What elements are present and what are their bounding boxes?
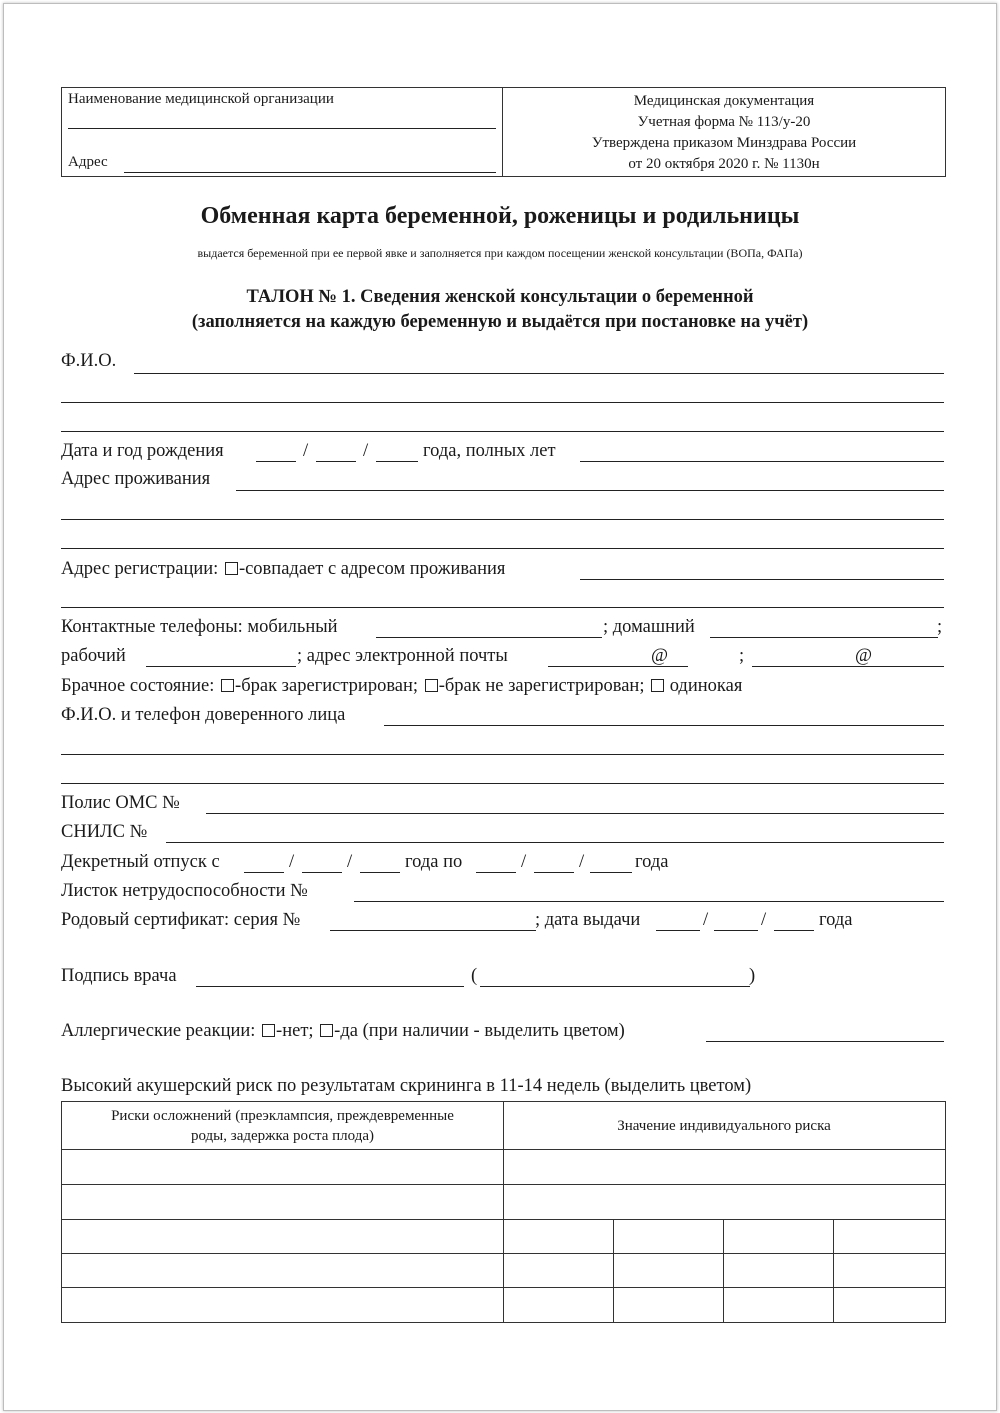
single-checkbox[interactable] <box>651 679 664 692</box>
org-name-label: Наименование медицинской организации <box>68 91 334 107</box>
table-subdivider-1 <box>613 1219 614 1322</box>
org-name-line[interactable] <box>68 128 496 129</box>
snils-row <box>61 822 945 843</box>
trusted-line[interactable] <box>384 725 944 726</box>
mobile-field[interactable] <box>376 637 602 638</box>
allergy-field[interactable] <box>706 1041 944 1042</box>
leave-year-end: года <box>635 852 669 872</box>
risk-column-header <box>62 1106 503 1146</box>
registration-line[interactable] <box>580 579 944 580</box>
page-subtitle: выдается беременной при ее первой явке и заполняется при каждом посещении женской консультации (ВОПа, ФАПа) <box>197 246 803 260</box>
cert-month-field[interactable] <box>714 930 758 931</box>
not-married-label: -брак не зарегистрирован; <box>438 676 645 696</box>
sick-label: Листок нетрудоспособности № <box>61 881 308 901</box>
signature-paren-open: ( <box>471 966 478 986</box>
risk-table <box>61 1101 946 1323</box>
table-row-border-2 <box>62 1219 945 1220</box>
table-subdivider-2 <box>723 1219 724 1322</box>
snils-label: СНИЛС № <box>61 822 148 842</box>
residence-label: Адрес проживания <box>61 469 211 489</box>
residence-row <box>61 469 945 490</box>
leave-slash-1: / <box>289 852 295 872</box>
high-risk-label: Высокий акушерский риск по результатам скрининга в 11-14 недель (выделить цветом) <box>61 1076 752 1096</box>
header-right-cell <box>503 88 945 179</box>
snils-field[interactable] <box>166 842 944 843</box>
email-label: ; адрес электронной почты <box>297 646 508 666</box>
residence-line-3[interactable] <box>61 548 944 549</box>
birth-day-field[interactable] <box>256 461 296 462</box>
fio-line[interactable] <box>134 373 944 374</box>
cert-year-label: года <box>819 910 853 930</box>
email-field-2[interactable] <box>752 666 944 667</box>
risk-header-line-2: роды, задержка роста плода) <box>190 1128 375 1144</box>
issue-date-label: ; дата выдачи <box>535 910 641 930</box>
allergy-yes-label: -да (при наличии - выделить цветом) <box>334 1021 625 1041</box>
page-title: Обменная карта беременной, роженицы и родильницы <box>200 203 800 229</box>
email-separator: ; <box>739 646 745 666</box>
leave-year-to: года по <box>405 852 463 872</box>
header-box <box>61 87 946 177</box>
doc-type: Медицинская документация <box>633 93 815 109</box>
oms-field[interactable] <box>206 813 944 814</box>
allergy-no-checkbox[interactable] <box>262 1024 275 1037</box>
org-address-line[interactable] <box>124 172 496 173</box>
signature-name-field[interactable] <box>480 986 750 987</box>
registration-match-label: -совпадает с адресом проживания <box>238 559 506 579</box>
signature-label: Подпись врача <box>61 966 177 986</box>
years-full-label: года, полных лет <box>423 441 556 461</box>
table-row-border-3 <box>62 1253 945 1254</box>
cert-label: Родовый сертификат: серия № <box>61 910 301 930</box>
registration-label: Адрес регистрации: <box>61 559 219 579</box>
trusted-line-2[interactable] <box>61 754 944 755</box>
form-number: Учетная форма № 113/у-20 <box>637 114 811 130</box>
email-at-1: @ <box>651 646 669 666</box>
home-label: ; домашний <box>603 617 695 637</box>
allergy-no-label: -нет; <box>276 1021 314 1041</box>
marital-label: Брачное состояние: <box>61 676 215 696</box>
allergy-label: Аллергические реакции: <box>61 1021 256 1041</box>
fio-row <box>61 351 945 372</box>
trusted-label: Ф.И.О. и телефон доверенного лица <box>61 705 346 725</box>
registration-line-2[interactable] <box>61 607 944 608</box>
high-risk-row <box>61 1076 945 1097</box>
leave-from-month[interactable] <box>302 872 342 873</box>
married-checkbox[interactable] <box>221 679 234 692</box>
residence-line-2[interactable] <box>61 519 944 520</box>
cert-day-field[interactable] <box>656 930 700 931</box>
leave-to-year[interactable] <box>590 872 632 873</box>
home-field[interactable] <box>710 637 938 638</box>
birth-year-field[interactable] <box>376 461 418 462</box>
age-field[interactable] <box>580 461 944 462</box>
cert-year-field[interactable] <box>774 930 814 931</box>
header-left-cell <box>62 88 503 176</box>
fio-label: Ф.И.О. <box>61 351 117 371</box>
oms-label: Полис ОМС № <box>61 793 180 813</box>
marital-row <box>61 676 945 697</box>
trusted-line-3[interactable] <box>61 783 944 784</box>
leave-slash-3: / <box>521 852 527 872</box>
table-row-border-1 <box>62 1184 945 1185</box>
work-label: рабочий <box>61 646 126 666</box>
registration-match-checkbox[interactable] <box>225 562 238 575</box>
birth-month-field[interactable] <box>316 461 356 462</box>
approved-by: Утверждена приказом Минздрава России <box>591 135 857 151</box>
work-field[interactable] <box>146 666 296 667</box>
talon-line-2: (заполняется на каждую беременную и выдаётся при постановке на учёт) <box>191 312 809 332</box>
registration-row <box>61 559 945 580</box>
table-row-border-4 <box>62 1287 945 1288</box>
table-subdivider-3 <box>833 1219 834 1322</box>
oms-row <box>61 793 945 814</box>
leave-to-day[interactable] <box>476 872 516 873</box>
value-column-header: Значение индивидуального риска <box>617 1118 831 1134</box>
trusted-row <box>61 705 945 726</box>
leave-slash-4: / <box>579 852 585 872</box>
not-married-checkbox[interactable] <box>425 679 438 692</box>
leave-from-year[interactable] <box>360 872 400 873</box>
allergy-row <box>61 1021 945 1042</box>
email-at-2: @ <box>855 646 873 666</box>
signature-field[interactable] <box>196 986 464 987</box>
fio-line-3[interactable] <box>61 431 944 432</box>
approved-date: от 20 октября 2020 г. № 1130н <box>628 156 820 172</box>
org-address-label: Адрес <box>68 154 108 170</box>
phones-end: ; <box>937 617 943 637</box>
fio-line-2[interactable] <box>61 402 944 403</box>
birth-date-label: Дата и год рождения <box>61 441 224 461</box>
single-label: одинокая <box>669 676 743 696</box>
table-header-border <box>62 1149 945 1150</box>
cert-series-field[interactable] <box>330 930 536 931</box>
talon-line-1: ТАЛОН № 1. Сведения женской консультации о беременной <box>246 287 754 307</box>
leave-from-day[interactable] <box>244 872 284 873</box>
residence-line[interactable] <box>236 490 944 491</box>
leave-label: Декретный отпуск с <box>61 852 220 872</box>
allergy-yes-checkbox[interactable] <box>320 1024 333 1037</box>
cert-slash-2: / <box>761 910 767 930</box>
cert-slash-1: / <box>703 910 709 930</box>
married-label: -брак зарегистрирован; <box>235 676 419 696</box>
leave-to-month[interactable] <box>534 872 574 873</box>
email-field-1[interactable] <box>548 666 688 667</box>
birth-slash-2: / <box>363 441 369 461</box>
sick-field[interactable] <box>354 901 944 902</box>
signature-paren-close: ) <box>749 966 756 986</box>
mobile-label: Контактные телефоны: мобильный <box>61 617 338 637</box>
sick-row <box>61 881 945 902</box>
leave-slash-2: / <box>347 852 353 872</box>
risk-header-line-1: Риски осложнений (преэклампсия, преждевременные <box>111 1108 454 1124</box>
birth-slash-1: / <box>303 441 309 461</box>
talon-heading <box>0 285 1000 335</box>
